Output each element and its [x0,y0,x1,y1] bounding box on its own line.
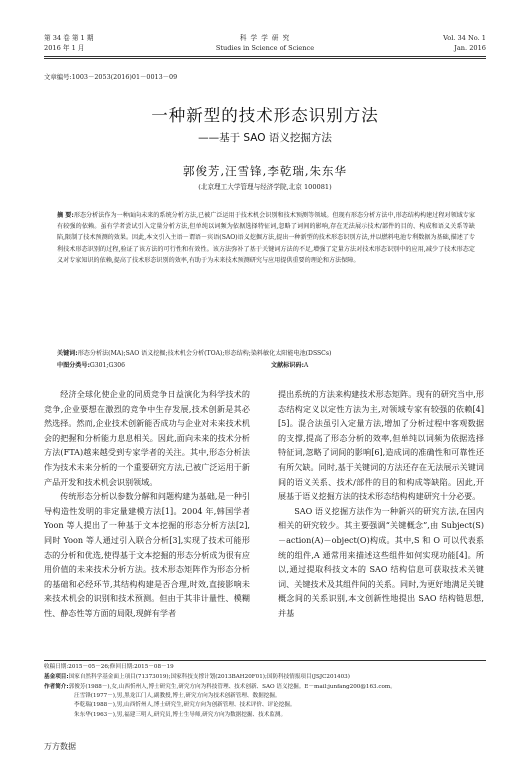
journal-name-cn: 科 学 学 研 究 [239,34,291,42]
abstract-text: 形态分析法作为一种面向未来的系统分析方法,已被广泛运用于技术机会识别和技术预测等领域。但现有形态分析方法中,形态结构构建过程对领域专家有较强的依赖。虽有学者尝试引入定量分析方法,但单纯以词频为依据选择特征词,忽略了词间的影响,存在无法展示技术/部件的目的、构成和语义关系等缺陷,限制了技术预测的效果。因此,本文引入主语－谓语－宾语(SAO)语义挖掘方法,提出一种新型的技术形态识别方法,并以燃料电池专利数据为基础,描述了专利技术形态识别的过程,验证了该方法的可行性和有效性。该方法弥补了基于关键词方法的不足,增强了定量方法对技术形态识别中的应用,减少了技术形态定义对专家知识的依赖,提高了技术形态识别的效率,有助于为未来技术预测研究与应用提供重要的理论和方法保障。 [57,212,476,264]
abstract-label: 摘 要: [57,212,74,219]
paper-title: 一种新型的技术形态识别方法 [151,106,379,125]
body-column-right [278,387,484,621]
dc-value: A [303,362,309,369]
abstract [57,210,475,266]
publisher-mark: 万方数据 [44,742,76,751]
body-paragraph: 提出系统的方法来构建技术形态矩阵。现有的研究当中,形态结构定义以定性方法为主,对领域专家有较强的依赖[4][5]。混合法虽引入定量方法,增加了分析过程中客观数据的支撑,提高了形态分析的效率,但单纯以词频为依据选择特征词,忽略了词间的影响[6],造成词的准确性和可靠性还有所欠缺。同时,基于关键词的方法还存在无法展示关键词间的语义关系、技术/部件的目的和构成等缺陷。因此,开展基于语义挖掘方法的技术形态结构构建研究十分必要。 [278,389,484,502]
footnote-fund [44,673,486,682]
clc-label: 中图分类号: [57,362,90,369]
classification-line [57,361,475,371]
footnote-rule [44,660,486,661]
running-header-right [443,33,486,53]
dc-label: 文献标识码: [271,362,304,369]
keywords [57,348,475,359]
bio-text: 郭俊芳(1988－),女,山西忻州人,博士研究生,研究方向为科技管理、技术创新、SAO 语义挖掘。E－mail:junfang200@163.com。 [68,684,396,690]
fund-text: 国家自然科学基金面上项目(71373019);国家科技支撑计划(2013BAH20F01);国防科技情报项目(JSJC201403) [68,674,350,680]
body-paragraph: SAO 语义挖掘方法作为一种新兴的研究方法,在国内相关的研究较少。其主要强调“关键概念”,由 Subject(S)－action(A)－object(O)构成。其中,S 和 O 可以代表系统的组件,A 通常用来描述这些组件如何实现功能[4]。所以,通过提取科技文本的 SAO 结构信息可获取技术关键词、关键技术及其组件间的关系。同时,为更好地满足关键概念间的关系识别,本文创新性地提出 SAO 结构链思想,并基 [278,505,484,618]
body-paragraph: 传统形态分析以参数分解和问题构建为基础,是一种引导构造性发明的非定量建模方法[1]。2004 年,韩国学者 Yoon 等人提出了一种基于文本挖掘的形态分析方法[2],同时 Yoon 等人通过引入联合分析[3],实现了技术可能形态的分析和优选,使得基于文本挖掘的形态分析成为很有应用价值的未来技术分析方法。技术形态矩阵作为形态分析的基础和必经环节,其结构构建是否合理,时效,直接影响未来技术机会的识别和技术预测。但由于其非计量性、模糊性、静态性等方面的局限,现鲜有学者 [44,491,250,618]
affiliation: (北京理工大学管理与经济学院,北京 100081) [198,183,332,191]
header-rule-bottom [44,58,486,59]
issue-date-en: Jan. 2016 [454,44,486,52]
bio-line [44,683,486,692]
header-rule-top [44,56,486,57]
fund-label: 基金项目: [44,674,69,680]
keywords-label: 关键词: [57,350,78,357]
bio-line: 李乾瑞(1988－),男,山西忻州人,博士研究生,研究方向为创新管理、技术评价、评论挖掘。 [74,702,296,709]
bio-line: 汪雪锋(1977－),男,黑龙江门人,副教授,博士,研究方向为技术创新管理、数据挖掘。 [74,693,281,700]
volume-issue: 第 34 卷 第 1 期 [44,34,94,42]
journal-name-en: Studies in Science of Science [215,44,315,52]
document-code [271,361,308,371]
body-paragraph: 经济全球化使企业的同质竞争日益演化为科学技术的竞争,企业要想在激烈的竞争中生存发展,技术创新是其必然选择。然而,企业技术创新能否成功与企业对未来技术机会的把握和分析能力息息相关。因此,面向未来的技术分析方法(FTA)越来越受到专家学者的关注。其中,形态分析法作为技术未来分析的一个重要研究方法,已被广泛运用于新产品开发和技术机会识别领域。 [44,389,250,487]
footnote-bios [44,683,486,720]
body-column-left [44,387,250,621]
bio-line: 朱东华(1963－),男,福建三明人,研究员,博士生导师,研究方向为数据挖掘、技术监测。 [74,711,287,718]
keywords-text: 形态分析法(MA);SAO 语义挖掘;技术机会分析(TOA);形态结构;染料敏化太阳能电池(DSSCs) [77,350,332,357]
footnote-received: 收稿日期:2015－05－26;修回日期:2015－08－19 [44,664,174,670]
author-list: 郭俊芳,汪雪锋,李乾瑞,朱东华 [183,164,347,178]
paper-subtitle: ——基于 SAO 语义挖掘方法 [198,132,332,144]
bio-label: 作者简介: [44,684,69,690]
volume-issue-en: Vol. 34 No. 1 [443,34,486,42]
issue-date: 2016 年 1 月 [44,44,85,52]
clc-value: G301;G306 [89,362,125,369]
article-number: 文章编号:1003－2053(2016)01－0013－09 [44,73,178,81]
